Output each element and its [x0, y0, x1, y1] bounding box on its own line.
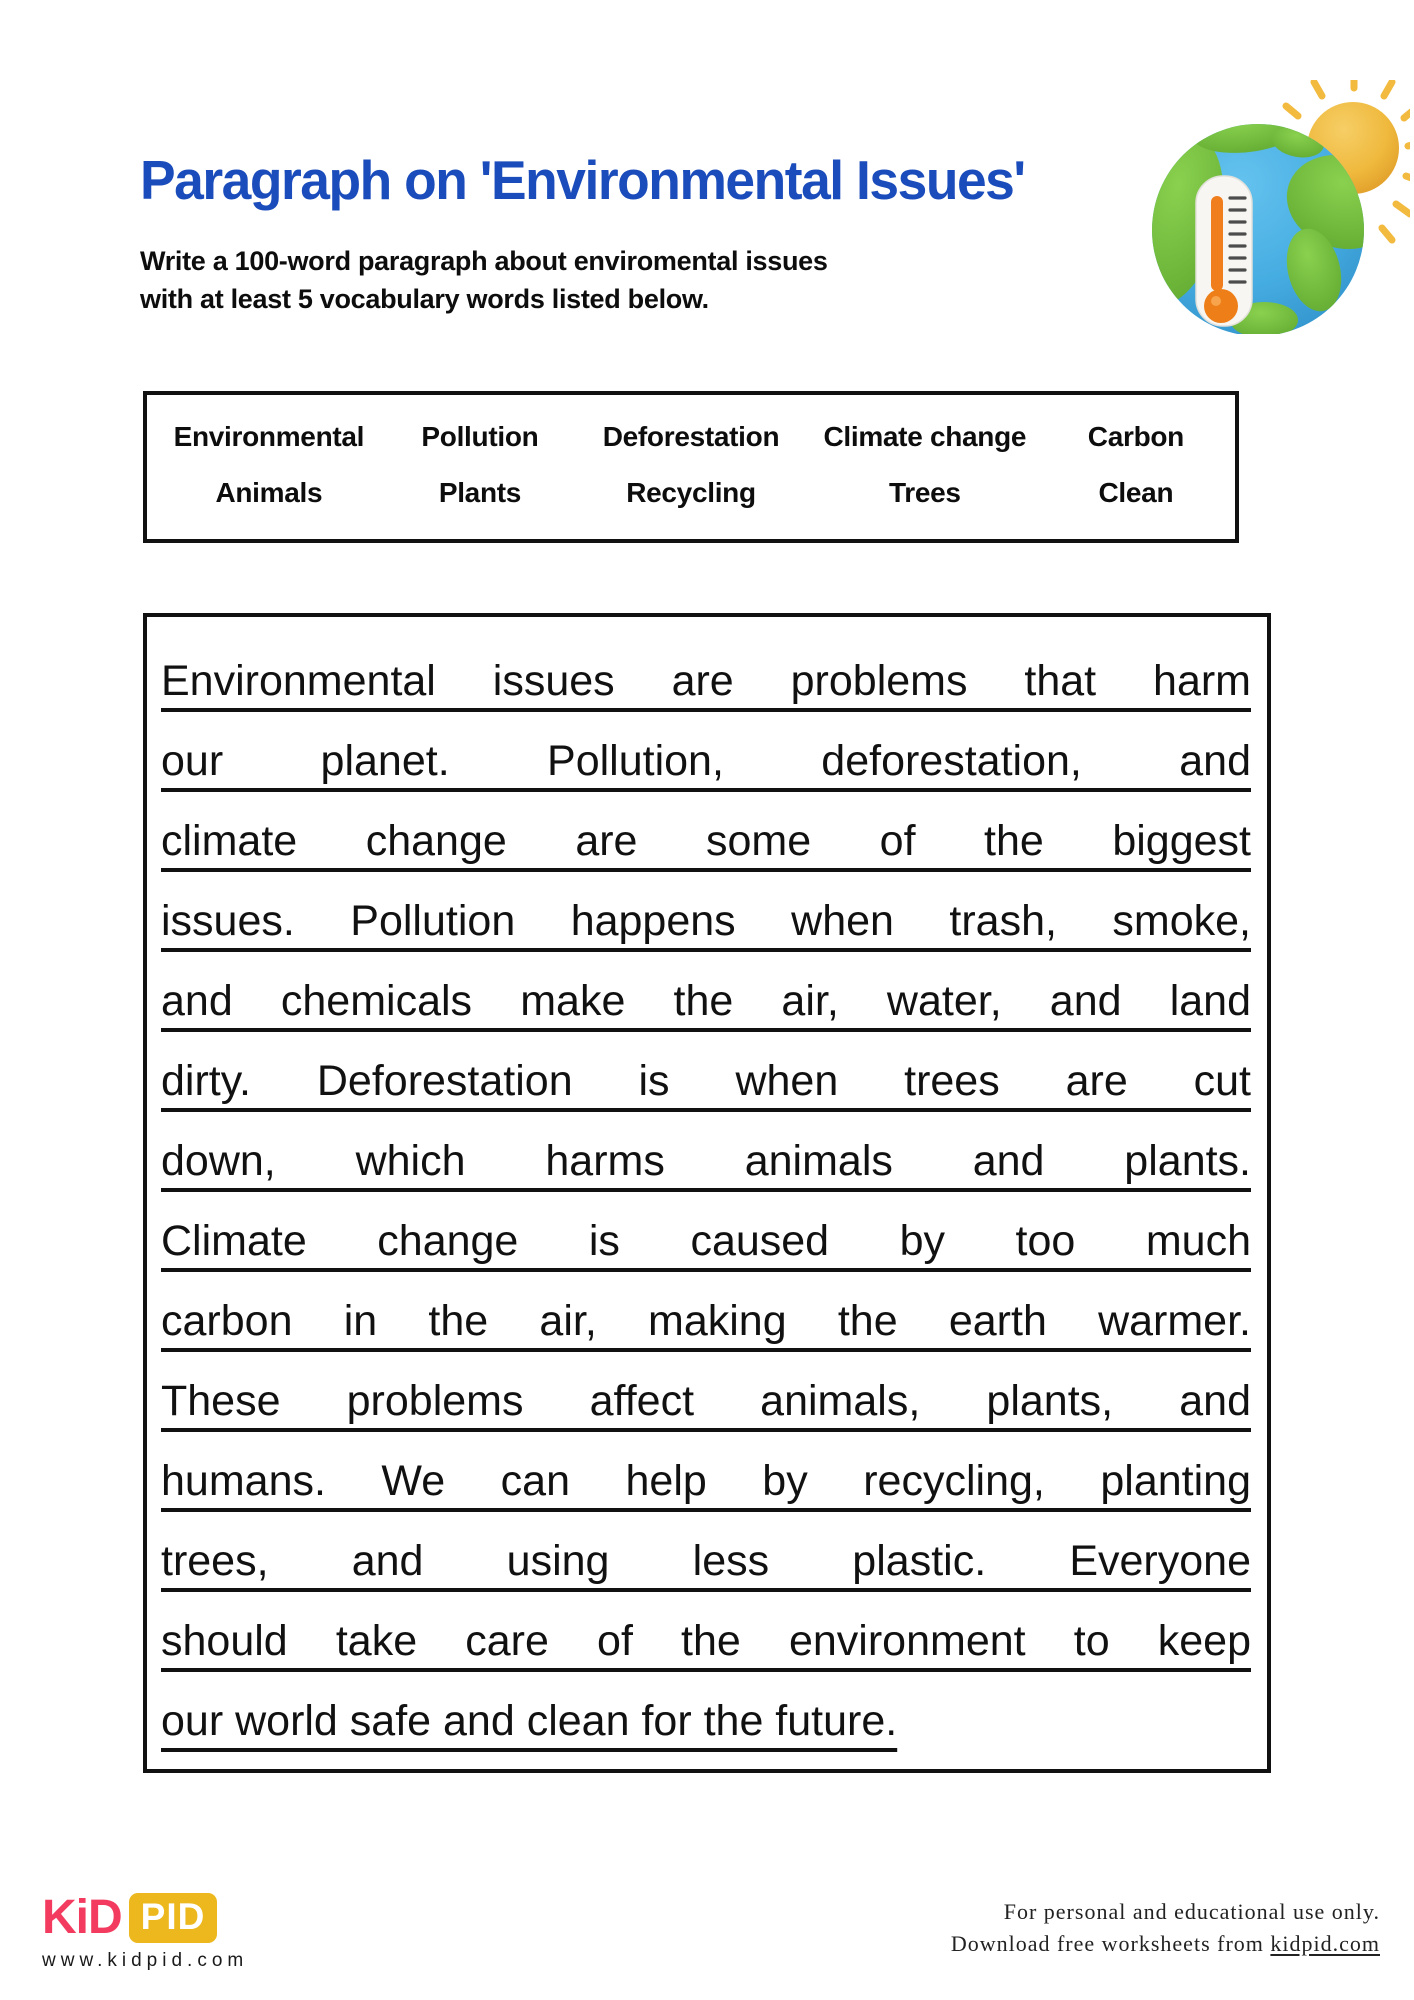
thermometer: [1196, 176, 1252, 326]
instructions-line-1: Write a 100-word paragraph about enviromental issues: [140, 246, 828, 276]
usage-note-line-2: Download free worksheets from kidpid.com: [950, 1931, 1380, 1956]
handwritten-line: carbon in the air, making the earth warmer.: [161, 1297, 1251, 1345]
kidpid-logo: [42, 1890, 217, 1945]
handwritten-line: Climate change is caused by too much: [161, 1217, 1251, 1265]
vocab-word: Environmental: [173, 421, 365, 452]
website-url: www.kidpid.com: [42, 1950, 249, 1971]
earth-illustration-svg: [1146, 80, 1410, 334]
handwritten-line: Environmental issues are problems that harm: [161, 657, 1251, 705]
page-title: Paragraph on 'Environmental Issues': [140, 149, 1025, 211]
handwritten-line: dirty. Deforestation is when trees are cut: [161, 1057, 1251, 1105]
vocab-word: Climate change: [823, 421, 1027, 452]
handwritten-line: our planet. Pollution, deforestation, and: [161, 737, 1251, 785]
vocabulary-word-bank: [143, 391, 1239, 543]
handwritten-line: down, which harms animals and plants.: [161, 1137, 1251, 1185]
usage-note: [951, 1896, 1380, 1960]
vocab-word: Clean: [1098, 477, 1174, 508]
vocab-word: Deforestation: [602, 421, 780, 452]
vocab-word: Carbon: [1087, 421, 1184, 452]
earth-thermometer-sun-illustration: [1146, 80, 1410, 334]
handwritten-line: humans. We can help by recycling, planting: [161, 1457, 1251, 1505]
logo-pid-badge: PID: [129, 1893, 218, 1943]
handwritten-line: climate change are some of the biggest: [161, 817, 1251, 865]
handwritten-line: and chemicals make the air, water, and land: [161, 977, 1251, 1025]
usage-note-line-1: For personal and educational use only.: [1003, 1899, 1380, 1924]
kidpid-link[interactable]: kidpid.com: [1270, 1931, 1380, 1956]
handwritten-line: trees, and using less plastic. Everyone: [161, 1537, 1251, 1585]
handwritten-line: should take care of the environment to keep: [161, 1617, 1251, 1665]
vocab-word: Animals: [215, 477, 323, 508]
instructions: [140, 242, 828, 318]
handwritten-line: These problems affect animals, plants, and: [161, 1377, 1251, 1425]
paragraph-writing-area: [143, 613, 1271, 1773]
handwritten-line: our world safe and clean for the future.: [161, 1697, 898, 1745]
logo-kid-text: KiD: [42, 1891, 122, 1944]
instructions-line-2: with at least 5 vocabulary words listed below.: [140, 284, 709, 314]
handwritten-line: issues. Pollution happens when trash, smoke,: [161, 897, 1251, 945]
vocab-word: Plants: [438, 477, 522, 508]
vocab-word: Trees: [888, 477, 961, 508]
vocab-word: Recycling: [626, 477, 756, 508]
vocab-word: Pollution: [421, 421, 539, 452]
